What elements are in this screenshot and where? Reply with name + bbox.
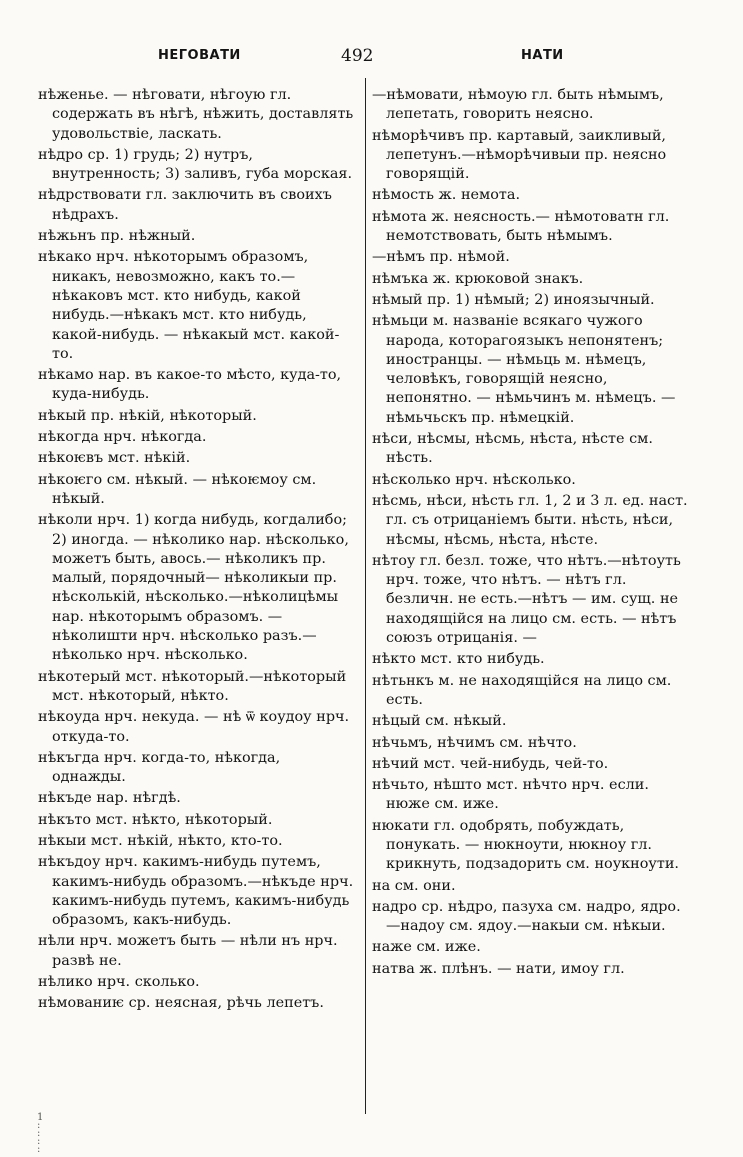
dictionary-entry: нѣкъде нар. нѣгдѣ. xyxy=(38,790,181,807)
dictionary-entry: нѣколи нрч. 1) когда нибудь, когдалибо; 2) иногда. — нѣколико нар. нѣсколько, можетъ быть, авось.— нѣколикъ пр. малый, порядочный— нѣколикыи пр. нѣсколькій, нѣсколько.—нѣколицѣмы нар. нѣкоторымъ образомъ. — нѣколишти нрч. нѣсколько разъ.—нѣколько нрч. нѣсколько. xyxy=(38,512,349,664)
dictionary-entry: —нѣмъ пр. нѣмой. xyxy=(372,249,510,266)
dictionary-entry: нѣсмь, нѣси, нѣсть гл. 1, 2 и 3 л. ед. наст. гл. съ отрицаніемъ быти. нѣсть, нѣси, нѣсмы, нѣсмь, нѣста, нѣсте. xyxy=(372,492,688,548)
dictionary-entry: нѣженье. — нѣговати, нѣгоую гл. содержать въ нѣгѣ, нѣжить, доставлять удовольствіе, ласкать. xyxy=(38,87,354,142)
dictionary-entry: нѣмость ж. немота. xyxy=(372,187,521,204)
dictionary-entry: нѣкако нрч. нѣкоторымъ образомъ, никакъ, невозможно, какъ то.—нѣкаковъ мст. кто нибудь, какой нибудь.—нѣкакъ мст. кто нибудь, какой-нибудь. — нѣкакый мст. какой-то. xyxy=(38,249,340,362)
dictionary-entry: нѣкто мст. кто нибудь. xyxy=(372,651,545,668)
dictionary-entry: нѣмьци м. названіе всякаго чужого народа, которагоязыкъ непонятенъ; иностранцы. — нѣмьць м. нѣмецъ, человѣкъ, говорящій неясно, непонятно. — нѣмьчинъ м. нѣмецъ. — нѣмьчьскъ пр. нѣмецкій. xyxy=(372,313,676,426)
dictionary-entry: нѣси, нѣсмы, нѣсмь, нѣста, нѣсте см. нѣсть. xyxy=(372,431,653,467)
dictionary-entry: нюкати гл. одобрять, побуждать, понукать. — нюкноути, нюкноу гл. крикнуть, подзадорить см. ноукноути. xyxy=(372,817,680,873)
dictionary-entry: нѣли нрч. можетъ быть — нѣли нъ нрч. развѣ не. xyxy=(38,933,338,969)
dictionary-entry: нѣжьнъ пр. нѣжный. xyxy=(38,228,196,245)
dictionary-entry: натва ж. плѣнъ. — нати, имоу гл. xyxy=(372,960,625,977)
dictionary-entry: нѣкыи мст. нѣкій, нѣкто, кто-то. xyxy=(38,832,283,849)
dictionary-entry: нѣкоѥвъ мст. нѣкій. xyxy=(38,450,191,467)
dictionary-entry: нѣкогда нрч. нѣкогда. xyxy=(38,429,207,446)
dictionary-entry: нѣкъгда нрч. когда-то, нѣкогда, однажды. xyxy=(38,749,281,786)
dictionary-entry: нѣкъдоу нрч. какимъ-нибудь путемъ, какимъ-нибудь образомъ.—нѣкъде нрч. какимъ-нибудь путемъ, какимъ-нибудь образомъ, какъ-нибудь. xyxy=(38,854,354,929)
left-column xyxy=(38,86,358,1016)
dictionary-entry: нѣдрствовати гл. заключить въ своихъ нѣдрахъ. xyxy=(38,187,332,223)
dictionary-entry: на см. они. xyxy=(372,877,456,894)
dictionary-entry: нѣчьмъ, нѣчимъ см. нѣчто. xyxy=(372,734,577,751)
page-number: 492 xyxy=(341,46,374,66)
dictionary-entry: нѣчьто, нѣшто мст. нѣчто нрч. если. нюже см. иже. xyxy=(372,777,649,813)
dictionary-entry: нѣкоѥго см. нѣкый. — нѣкоѥмоу см. нѣкый. xyxy=(38,471,317,507)
dictionary-entry: нѣмый пр. 1) нѣмый; 2) иноязычный. xyxy=(372,291,655,308)
dictionary-entry: нѣтоу гл. безл. тоже, что нѣтъ.—нѣтоуть нрч. тоже, что нѣтъ. — нѣтъ гл. безличн. не есть.—нѣтъ — им. сущ. не находящійся на лицо см. есть. — нѣтъ союзъ отрицанія. — xyxy=(372,552,681,647)
dictionary-entry: —нѣмовати, нѣмоую гл. быть нѣмымъ, лепетать, говорить неясно. xyxy=(372,87,664,123)
dictionary-entry: нѣмъка ж. крюковой знакъ. xyxy=(372,270,584,287)
dictionary-entry: нѣкъто мст. нѣкто, нѣкоторый. xyxy=(38,811,273,828)
dictionary-entry: нѣцый см. нѣкый. xyxy=(372,713,507,730)
dictionary-entry: наже см. иже. xyxy=(372,939,481,956)
column-divider xyxy=(365,78,366,1114)
running-head-left: НЕГОВАТИ xyxy=(158,48,241,63)
dictionary-entry: нѣтьнкъ м. не находящійся на лицо см. есть. xyxy=(372,672,672,708)
dictionary-entry: нѣкотерый мст. нѣкоторый.—нѣкоторый мст. нѣкоторый, нѣкто. xyxy=(38,668,347,704)
running-head-right: НАТИ xyxy=(521,48,564,63)
dictionary-entry: надро ср. нѣдро, пазуха см. надро, ядро.—надоу см. ядоу.—накыи см. нѣкыи. xyxy=(372,898,681,935)
dictionary-entry: нѣкамо нар. въ какое-то мѣсто, куда-то, куда-нибудь. xyxy=(38,367,342,403)
right-column xyxy=(372,86,692,981)
dictionary-entry: нѣмованиѥ ср. неясная, рѣчь лепетъ. xyxy=(38,995,324,1012)
dictionary-entry: нѣкый пр. нѣкій, нѣкоторый. xyxy=(38,407,257,424)
dictionary-entry: нѣкоуда нрч. некуда. — нѣ ѿ коудоу нрч. откуда-то. xyxy=(38,709,350,745)
dictionary-entry: нѣморѣчивъ пр. картавый, заикливый, лепетунъ.—нѣморѣчивыи пр. неясно говорящій. xyxy=(372,127,667,183)
dictionary-entry: нѣлико нрч. сколько. xyxy=(38,974,200,991)
dictionary-entry: нѣдро ср. 1) грудь; 2) нутръ, внутренность; 3) заливъ, губа морская. xyxy=(38,146,353,183)
dictionary-entry: нѣсколько нрч. нѣсколько. xyxy=(372,471,576,488)
dictionary-entry: нѣчий мст. чей-нибудь, чей-то. xyxy=(372,755,609,772)
margin-marks: 1 : : : : xyxy=(37,1112,44,1155)
dictionary-entry: нѣмота ж. неясность.— нѣмотоватн гл. немотствовать, быть нѣмымъ. xyxy=(372,208,670,245)
